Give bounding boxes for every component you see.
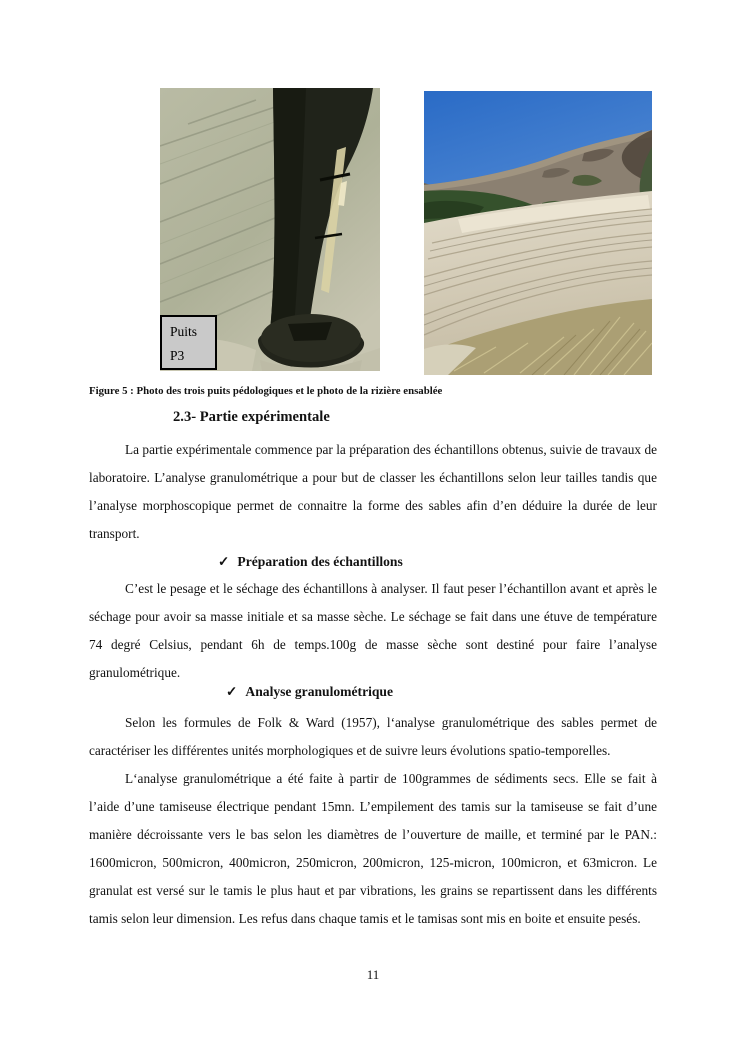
- bullet-heading-analyse: [226, 682, 393, 702]
- checkmark-icon: ✓: [226, 684, 238, 699]
- bullet-2-label: Analyse granulométrique: [245, 684, 394, 699]
- sanded-ricefield-photo: [424, 91, 652, 375]
- paragraph-3: Selon les formules de Folk & Ward (1957), l‘analyse granulométrique des sables permet de caractériser les différentes unités morphologiques et de suivre leurs évolutions spatio-temporelles.: [89, 715, 657, 758]
- section-heading: 2.3- Partie expérimentale: [173, 409, 330, 425]
- checkmark-icon: ✓: [218, 554, 230, 569]
- bullet-heading-preparation: [218, 552, 403, 572]
- page-number: 11: [366, 967, 380, 982]
- paragraph-2: C’est le pesage et le séchage des échantillons à analyser. Il faut peser l’échantillon avant et après le séchage pour avoir sa masse initiale et sa masse sèche. Le séchage se fait dans une étuve de température 74 degré Celsius, pendant 6h de temps.100g de masse sèche sont destiné pour faire l’analyse granulométrique.: [89, 581, 657, 680]
- pit-label-line2: P3: [170, 348, 185, 363]
- bullet-1-label: Préparation des échantillons: [237, 554, 403, 569]
- paragraph-1: La partie expérimentale commence par la préparation des échantillons obtenus, suivie de travaux de laboratoire. L’analyse granulométrique a pour but de classer les échantillons selon leur tailles tandis que l’analyse morphoscopique permet de connaitre la forme des sables afin d’en déduire la durée de leur transport.: [89, 442, 657, 541]
- pit-label-box: [160, 315, 217, 370]
- paragraph-4: L‘analyse granulométrique a été faite à partir de 100grammes de sédiments secs. Elle se fait à l’aide d’une tamiseuse électrique pendant 15mn. L’empilement des tamis sur la tamiseuse se fait d’une manière décroissante vers le bas selon les diamètres de l’ouverture de maille, et terminé par le PAN.: 1600micron, 500micron, 400micron, 250micron, 200micron, 125-micron, 100micron, et 63micron. Le granulat est versé sur le tamis le plus haut et par vibrations, les grains se repartissent dans les différents tamis selon leur dimension. Les refus dans chaque tamis et le tamisas sont mis en boite et ensuite pesés.: [89, 771, 657, 926]
- pit-label-line1: Puits: [170, 324, 198, 339]
- figure-caption: Figure 5 : Photo des trois puits pédologiques et le photo de la rizière ensablée: [89, 385, 443, 397]
- ricefield-photo-graphic: [424, 91, 652, 375]
